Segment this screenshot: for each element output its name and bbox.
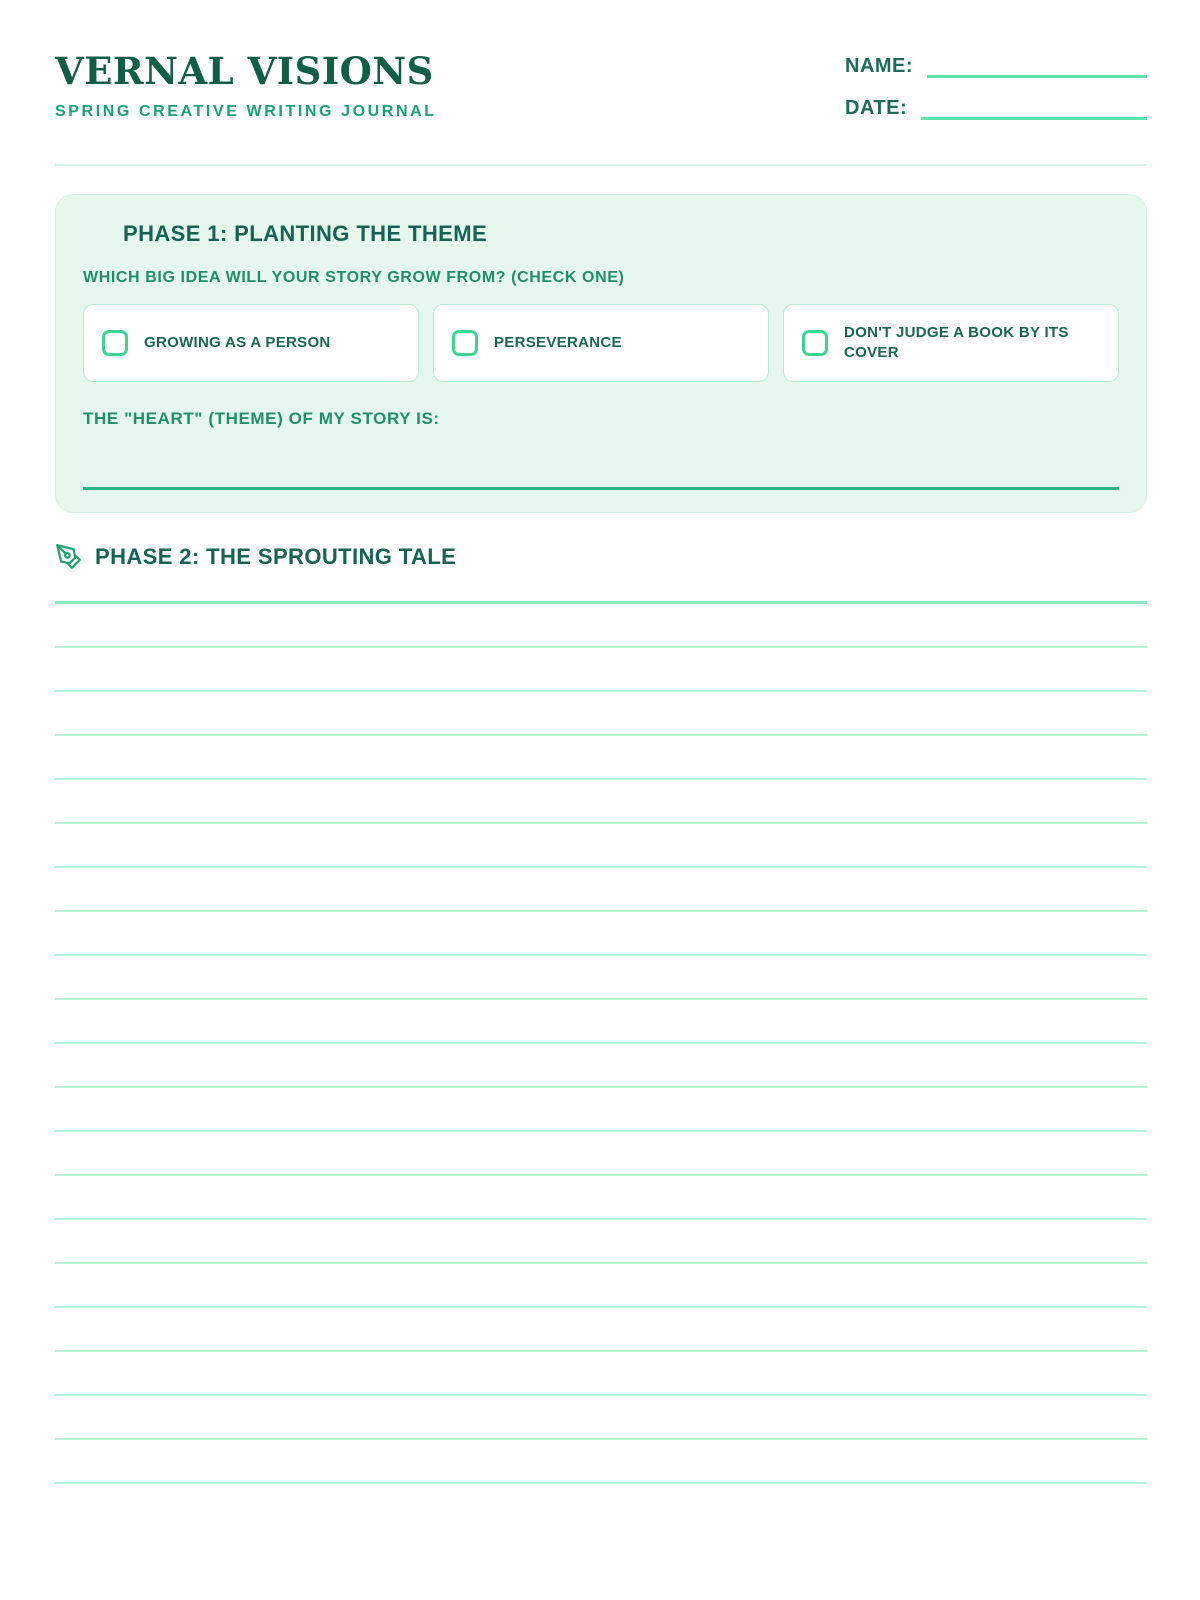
name-row	[845, 54, 1147, 78]
date-row	[845, 96, 1147, 120]
writing-line[interactable]	[55, 1176, 1147, 1220]
theme-option-card[interactable]	[433, 304, 769, 382]
writing-line[interactable]	[55, 1352, 1147, 1396]
theme-prompt: THE "HEART" (THEME) OF MY STORY IS:	[83, 409, 440, 428]
writing-line[interactable]	[55, 1220, 1147, 1264]
writing-lines	[55, 578, 1147, 1484]
theme-option-label: PERSEVERANCE	[494, 333, 622, 351]
writing-line[interactable]	[55, 1440, 1147, 1484]
writing-line[interactable]	[55, 1308, 1147, 1352]
writing-line[interactable]	[55, 604, 1147, 648]
phase2-heading: PHASE 2: THE SPROUTING TALE	[95, 543, 457, 569]
writing-line[interactable]	[55, 1264, 1147, 1308]
writing-line[interactable]	[55, 736, 1147, 780]
date-input[interactable]	[921, 96, 1147, 120]
theme-options	[83, 304, 1119, 382]
page-header	[55, 49, 1147, 138]
writing-line[interactable]	[55, 1132, 1147, 1176]
writing-line[interactable]	[55, 956, 1147, 1000]
name-label: NAME:	[845, 55, 914, 77]
writing-line[interactable]	[55, 1000, 1147, 1044]
brand-block	[55, 49, 437, 121]
header-divider	[55, 164, 1147, 166]
date-label: DATE:	[845, 97, 908, 119]
writing-line[interactable]	[55, 1396, 1147, 1440]
theme-option-card[interactable]	[83, 304, 419, 382]
checkbox-icon[interactable]	[802, 330, 828, 356]
theme-option-label: GROWING AS A PERSON	[144, 333, 331, 351]
theme-option-label: DON'T JUDGE A BOOK BY ITS COVER	[844, 323, 1069, 361]
name-date-block	[845, 54, 1147, 138]
phase1-heading: PHASE 1: PLANTING THE THEME	[123, 221, 488, 246]
writing-line[interactable]	[55, 1044, 1147, 1088]
writing-line[interactable]	[55, 692, 1147, 736]
page-subtitle: SPRING CREATIVE WRITING JOURNAL	[55, 102, 437, 120]
phase2-section	[55, 543, 1147, 1484]
writing-line[interactable]	[55, 648, 1147, 692]
checkbox-icon[interactable]	[102, 330, 128, 356]
phase2-heading-row	[55, 543, 1147, 570]
page-title: VERNAL VISIONS	[55, 49, 434, 93]
phase1-panel	[55, 194, 1147, 513]
phase1-question: WHICH BIG IDEA WILL YOUR STORY GROW FROM? (CHECK ONE)	[83, 269, 625, 286]
writing-line[interactable]	[55, 912, 1147, 956]
writing-line[interactable]	[55, 868, 1147, 912]
name-input[interactable]	[927, 54, 1147, 78]
writing-line[interactable]	[55, 578, 1147, 604]
pen-nib-icon	[55, 543, 82, 570]
theme-option-card[interactable]	[783, 304, 1119, 382]
checkbox-icon[interactable]	[452, 330, 478, 356]
theme-answer-input[interactable]	[83, 487, 1119, 490]
writing-line[interactable]	[55, 1088, 1147, 1132]
writing-line[interactable]	[55, 780, 1147, 824]
writing-line[interactable]	[55, 824, 1147, 868]
